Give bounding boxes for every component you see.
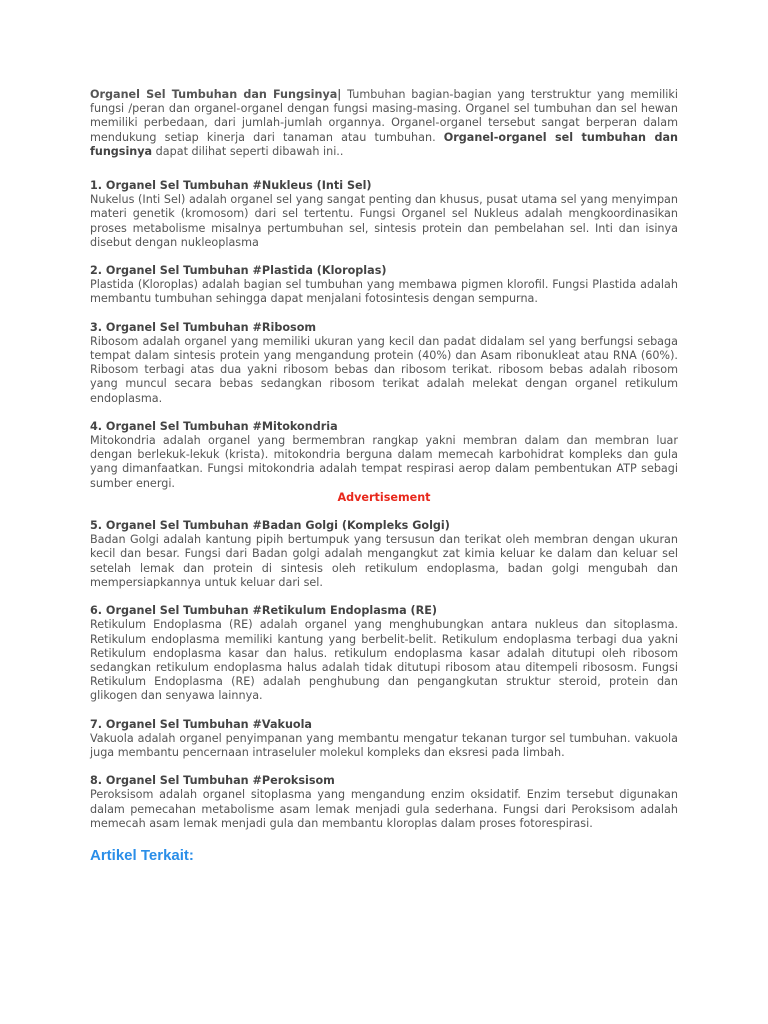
section-heading: 3. Organel Sel Tumbuhan #Ribosom: [90, 320, 317, 334]
section-heading: 1. Organel Sel Tumbuhan #Nukleus (Inti Sel): [90, 179, 372, 193]
intro-bold-phrase: Organel-organel sel tumbuhan dan fungsinya: [90, 130, 678, 158]
intro-paragraph: [90, 88, 678, 159]
section-body: Peroksisom adalah organel sitoplasma yang mengandung enzim oksidatif. Enzim tersebut digunakan dalam pemecahan metabolisme asam lemak menjadi gula sederhana. Fungsi dari Peroksisom adalah memecah asam lemak menjadi gula dan membantu kloroplas dalam proses fotorespirasi.: [90, 788, 678, 830]
section-peroksisom: [90, 774, 678, 831]
section-body: Ribosom adalah organel yang memiliki ukuran yang kecil dan padat didalam sel yang berfungsi sebaga tempat dalam sintesis protein yang mengandung protein (40%) dan Asam ribonukleat atau RNA (60%). Ribosom terbagi atas dua yakni ribosom bebas dan ribosom terikat. ribosom bebas adalah ribosom yang muncul secara bebas sedangkan ribosom terikat adalah melekat dengan organel retikulum endoplasma.: [90, 334, 678, 405]
section-nukleus: [90, 179, 678, 250]
article-content: [90, 88, 678, 863]
section-badan-golgi: [90, 519, 678, 590]
section-heading: 6. Organel Sel Tumbuhan #Retikulum Endoplasma (RE): [90, 604, 437, 618]
section-body: Badan Golgi adalah kantung pipih bertumpuk yang tersusun dan terikat oleh membran dengan ukuran kecil dan besar. Fungsi dari Badan golgi adalah mengangkut zat kimia keluar ke dalam dan keluar sel setelah lemak dan protein di sintesis oleh retikulum endoplasma, badan golgi mengubah dan mempersiapkannya untuk keluar dari sel.: [90, 533, 678, 589]
section-ribosom: [90, 321, 678, 406]
section-body: Retikulum Endoplasma (RE) adalah organel yang menghubungkan antara nukleus dan sitoplasma. Retikulum endoplasma memiliki kantung yang berbelit-belit. Retikulum endoplasma terbagi dua yakni Retikulum endoplasma kasar dan halus. retikulum endoplasma kasar adalah ditutupi oleh ribosom sedangkan retikulum endoplasma halus adalah tidak ditutupi ribosom atau ditempeli ribososm. Fungsi Retikulum Endoplasma (RE) adalah penghubung dan pengangkutan struktur steroid, protein dan glikogen dan senyawa lainnya.: [90, 618, 678, 703]
section-heading: 5. Organel Sel Tumbuhan #Badan Golgi (Kompleks Golgi): [90, 519, 450, 533]
section-body: Vakuola adalah organel penyimpanan yang membantu mengatur tekanan turgor sel tumbuhan. vakuola juga membantu pencernaan intraseluler molekul kompleks dan eksresi pada limbah.: [90, 731, 678, 759]
intro-text-2: dapat dilihat seperti dibawah ini..: [152, 144, 344, 158]
intro-text-1: Tumbuhan bagian-bagian yang terstruktur yang memiliki fungsi /peran dan organel-organel dengan fungsi masing-masing. Organel sel tumbuhan dan sel hewan memiliki perbedaan, dari jumlah-jumlah organnya. Organel-organel tersebut sangat berperan dalam mendukung setiap kinerja dari tanaman atau tumbuhan.: [90, 88, 678, 144]
section-body: Mitokondria adalah organel yang bermembran rangkap yakni membran dalam dan membran luar dengan berlekuk-lekuk (krista). mitokondria berguna dalam memecah karbohidrat kompleks dan gula yang dimanfaatkan. Fungsi mitokondria adalah tempat respirasi aerop dalam pembentukan ATP sebagi sumber energi.: [90, 434, 678, 490]
advertisement-label: Advertisement: [337, 490, 431, 504]
article-title: Organel Sel Tumbuhan dan Fungsinya|: [90, 88, 342, 101]
section-mitokondria: [90, 420, 678, 491]
section-vakuola: [90, 718, 678, 761]
section-heading: 4. Organel Sel Tumbuhan #Mitokondria: [90, 419, 338, 433]
section-heading: 7. Organel Sel Tumbuhan #Vakuola: [90, 717, 312, 731]
related-articles-heading: Artikel Terkait:: [90, 846, 194, 864]
section-plastida: [90, 264, 678, 307]
section-retikulum-endoplasma: [90, 604, 678, 703]
section-body: Plastida (Kloroplas) adalah bagian sel tumbuhan yang membawa pigmen klorofil. Fungsi Plastida adalah membantu tumbuhan sehingga dapat menjalani fotosintesis dengan sempurna.: [90, 278, 678, 306]
section-body: Nukelus (Inti Sel) adalah organel sel yang sangat penting dan khusus, pusat utama sel yang menyimpan materi genetik (kromosom) dari sel tertentu. Fungsi Organel sel Nukleus adalah mengkoordinasikan proses metabolisme misalnya pertumbuhan sel, sintesis protein dan pembelahan sel. Inti dan isinya disebut dengan nukleoplasma: [90, 193, 678, 249]
section-heading: 8. Organel Sel Tumbuhan #Peroksisom: [90, 774, 335, 788]
section-heading: 2. Organel Sel Tumbuhan #Plastida (Kloroplas): [90, 264, 387, 278]
